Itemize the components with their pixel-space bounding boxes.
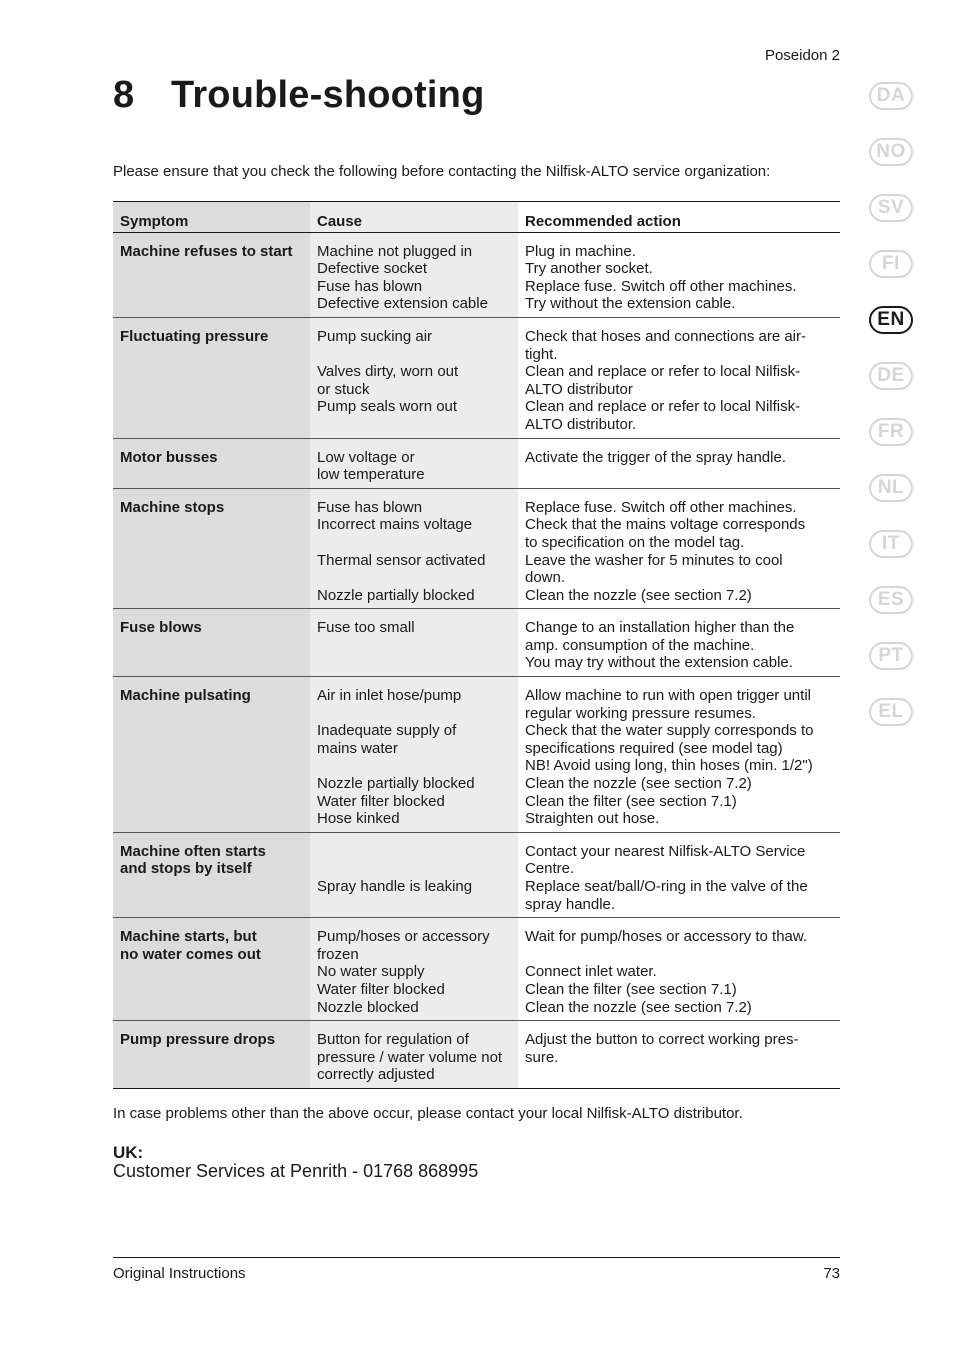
action-line bbox=[525, 946, 833, 964]
cause-line: mains water bbox=[317, 739, 398, 757]
chapter-title: Trouble-shooting bbox=[171, 74, 485, 116]
action-line: Check that the water supply corresponds to bbox=[525, 722, 814, 740]
action-line: sure. bbox=[525, 1048, 559, 1066]
action-line: Wait for pump/hoses or accessory to thaw. bbox=[525, 928, 808, 946]
cell-cause bbox=[310, 488, 518, 609]
symptom-line: Machine refuses to start bbox=[120, 242, 293, 260]
table-row bbox=[113, 438, 840, 488]
cell-cause bbox=[310, 317, 518, 438]
cause-line: Incorrect mains voltage bbox=[317, 516, 473, 534]
cause-line: correctly adjusted bbox=[317, 1066, 435, 1084]
action-line: Clean and replace or refer to local Nilfisk- bbox=[525, 398, 801, 416]
action-line: Try another socket. bbox=[525, 260, 653, 278]
cause-line bbox=[317, 705, 511, 723]
cause-line: Water filter blocked bbox=[317, 792, 445, 810]
cause-line: Inadequate supply of bbox=[317, 722, 457, 740]
symptom-line: no water comes out bbox=[120, 945, 261, 963]
symptom-line: Machine stops bbox=[120, 498, 225, 516]
action-line: amp. consumption of the machine. bbox=[525, 636, 755, 654]
cause-line: Machine not plugged in bbox=[317, 242, 473, 260]
action-line: NB! Avoid using long, thin hoses (min. 1/2") bbox=[525, 757, 813, 775]
table-row bbox=[113, 832, 840, 917]
cell-symptom bbox=[113, 609, 310, 677]
action-line: Clean the filter (see section 7.1) bbox=[525, 980, 737, 998]
table-row bbox=[113, 232, 840, 317]
troubleshooting-table bbox=[113, 201, 840, 1089]
symptom-line: Fluctuating pressure bbox=[120, 327, 269, 345]
page-number: 73 bbox=[823, 1265, 840, 1282]
action-line: Contact your nearest Nilfisk-ALTO Service bbox=[525, 842, 806, 860]
cell-symptom bbox=[113, 488, 310, 609]
symptom-line: and stops by itself bbox=[120, 860, 252, 878]
table-row bbox=[113, 609, 840, 677]
action-line: Replace fuse. Switch off other machines. bbox=[525, 277, 797, 295]
cause-line: Nozzle partially blocked bbox=[317, 775, 475, 793]
cause-line: Pump sucking air bbox=[317, 327, 433, 345]
cell-action bbox=[518, 488, 840, 609]
cell-cause bbox=[310, 232, 518, 317]
action-line: Check that the mains voltage corresponds bbox=[525, 516, 806, 534]
cell-action bbox=[518, 918, 840, 1021]
language-tab-es[interactable]: ES bbox=[869, 586, 913, 614]
footer-label: Original Instructions bbox=[113, 1265, 246, 1282]
action-line: Leave the washer for 5 minutes to cool bbox=[525, 551, 783, 569]
cause-line: Low voltage or bbox=[317, 448, 415, 466]
action-line: ALTO distributor bbox=[525, 380, 633, 398]
cell-symptom bbox=[113, 232, 310, 317]
cause-line: Nozzle partially blocked bbox=[317, 586, 475, 604]
cause-line: Defective extension cable bbox=[317, 295, 488, 313]
header-recommended-action: Recommended action bbox=[518, 202, 840, 233]
cell-cause bbox=[310, 918, 518, 1021]
cell-action bbox=[518, 317, 840, 438]
cause-line: Pump/hoses or accessory bbox=[317, 928, 490, 946]
action-line: Check that hoses and connections are air- bbox=[525, 327, 806, 345]
action-line: Clean the nozzle (see section 7.2) bbox=[525, 775, 752, 793]
cell-action bbox=[518, 832, 840, 917]
cell-symptom bbox=[113, 1021, 310, 1089]
table-row bbox=[113, 488, 840, 609]
action-line: Activate the trigger of the spray handle. bbox=[525, 448, 786, 466]
cell-cause bbox=[310, 677, 518, 833]
language-tab-no[interactable]: NO bbox=[869, 138, 913, 166]
symptom-line: Motor busses bbox=[120, 448, 218, 466]
symptom-line: Pump pressure drops bbox=[120, 1031, 276, 1049]
outro-text: In case problems other than the above occur, please contact your local Nilfisk-ALTO distributor. bbox=[113, 1105, 743, 1122]
action-line: Connect inlet water. bbox=[525, 963, 657, 981]
symptom-line: Machine often starts bbox=[120, 842, 266, 860]
cause-line: pressure / water volume not bbox=[317, 1048, 503, 1066]
header-cause: Cause bbox=[310, 202, 518, 233]
cause-line: Nozzle blocked bbox=[317, 998, 419, 1016]
cause-line bbox=[317, 757, 511, 775]
cell-action bbox=[518, 232, 840, 317]
uk-label: UK: bbox=[113, 1143, 144, 1162]
cell-action bbox=[518, 677, 840, 833]
cause-line: Hose kinked bbox=[317, 810, 400, 828]
symptom-line: Fuse blows bbox=[120, 619, 202, 637]
cell-symptom bbox=[113, 677, 310, 833]
table-row bbox=[113, 317, 840, 438]
cause-line: Water filter blocked bbox=[317, 980, 445, 998]
action-line: Adjust the button to correct working pres- bbox=[525, 1031, 799, 1049]
table-row bbox=[113, 1021, 840, 1089]
language-tabs bbox=[869, 82, 919, 754]
cause-line bbox=[317, 860, 511, 878]
cell-action bbox=[518, 438, 840, 488]
intro-text: Please ensure that you check the following before contacting the Nilfisk-ALTO service organization: bbox=[113, 163, 771, 180]
cause-line: Pump seals worn out bbox=[317, 398, 458, 416]
language-tab-sv[interactable]: SV bbox=[869, 194, 913, 222]
action-line: Clean the filter (see section 7.1) bbox=[525, 792, 737, 810]
action-line: Replace fuse. Switch off other machines. bbox=[525, 498, 797, 516]
symptom-line: Machine starts, but bbox=[120, 928, 257, 946]
cell-symptom bbox=[113, 832, 310, 917]
language-tab-pt[interactable]: PT bbox=[869, 642, 913, 670]
table-row bbox=[113, 918, 840, 1021]
action-line: Try without the extension cable. bbox=[525, 295, 736, 313]
language-tab-fr[interactable]: FR bbox=[869, 418, 913, 446]
language-tab-da[interactable]: DA bbox=[869, 82, 913, 110]
header-symptom: Symptom bbox=[113, 202, 310, 233]
action-line: spray handle. bbox=[525, 895, 616, 913]
uk-contact-line: Customer Services at Penrith - 01768 868995 bbox=[113, 1161, 479, 1181]
cause-line: or stuck bbox=[317, 380, 370, 398]
cause-line bbox=[317, 346, 511, 364]
language-tab-fi[interactable]: FI bbox=[869, 250, 913, 278]
cause-line: No water supply bbox=[317, 963, 425, 981]
action-line: Clean the nozzle (see section 7.2) bbox=[525, 998, 752, 1016]
footer-divider bbox=[113, 1257, 840, 1258]
cell-cause bbox=[310, 832, 518, 917]
language-tab-nl[interactable]: NL bbox=[869, 474, 913, 502]
cause-line: Fuse has blown bbox=[317, 498, 423, 516]
language-tab-en[interactable]: EN bbox=[869, 306, 913, 334]
action-line: Clean the nozzle (see section 7.2) bbox=[525, 586, 752, 604]
cause-line: low temperature bbox=[317, 466, 425, 484]
table-row bbox=[113, 677, 840, 833]
language-tab-it[interactable]: IT bbox=[869, 530, 913, 558]
cause-line: Button for regulation of bbox=[317, 1031, 469, 1049]
action-line: tight. bbox=[525, 345, 558, 363]
cell-cause bbox=[310, 1021, 518, 1089]
cause-line bbox=[317, 569, 511, 587]
cell-symptom bbox=[113, 317, 310, 438]
action-line: to specification on the model tag. bbox=[525, 533, 745, 551]
cell-symptom bbox=[113, 918, 310, 1021]
action-line: ALTO distributor. bbox=[525, 415, 637, 433]
action-line: down. bbox=[525, 569, 566, 587]
cause-line: Fuse has blown bbox=[317, 277, 423, 295]
action-line: Replace seat/ball/O-ring in the valve of the bbox=[525, 878, 808, 895]
page-title bbox=[113, 74, 485, 117]
cause-line: Defective socket bbox=[317, 260, 428, 278]
action-line: Plug in machine. bbox=[525, 242, 636, 260]
cause-line bbox=[317, 843, 511, 861]
action-line: Allow machine to run with open trigger until bbox=[525, 687, 811, 705]
action-line: Clean and replace or refer to local Nilfisk- bbox=[525, 363, 801, 381]
language-tab-el[interactable]: EL bbox=[869, 698, 913, 726]
cause-line: Valves dirty, worn out bbox=[317, 363, 459, 381]
action-line: specifications required (see model tag) bbox=[525, 739, 783, 757]
cause-line: Air in inlet hose/pump bbox=[317, 687, 462, 705]
cell-cause bbox=[310, 609, 518, 677]
action-line: You may try without the extension cable. bbox=[525, 654, 793, 672]
action-line: regular working pressure resumes. bbox=[525, 704, 756, 722]
cell-action bbox=[518, 609, 840, 677]
cause-line: frozen bbox=[317, 945, 359, 963]
cell-cause bbox=[310, 438, 518, 488]
cause-line bbox=[317, 534, 511, 552]
document-product-name: Poseidon 2 bbox=[764, 47, 840, 64]
action-line: Change to an installation higher than the bbox=[525, 619, 795, 637]
cause-line: Spray handle is leaking bbox=[317, 878, 473, 895]
action-line: Centre. bbox=[525, 860, 575, 878]
chapter-number: 8 bbox=[113, 74, 135, 116]
cell-symptom bbox=[113, 438, 310, 488]
cell-action bbox=[518, 1021, 840, 1089]
action-line: Straighten out hose. bbox=[525, 810, 660, 828]
symptom-line: Machine pulsating bbox=[120, 687, 251, 705]
cause-line: Fuse too small bbox=[317, 619, 415, 637]
table-header-row bbox=[113, 202, 840, 233]
language-tab-de[interactable]: DE bbox=[869, 362, 913, 390]
cause-line: Thermal sensor activated bbox=[317, 551, 486, 569]
